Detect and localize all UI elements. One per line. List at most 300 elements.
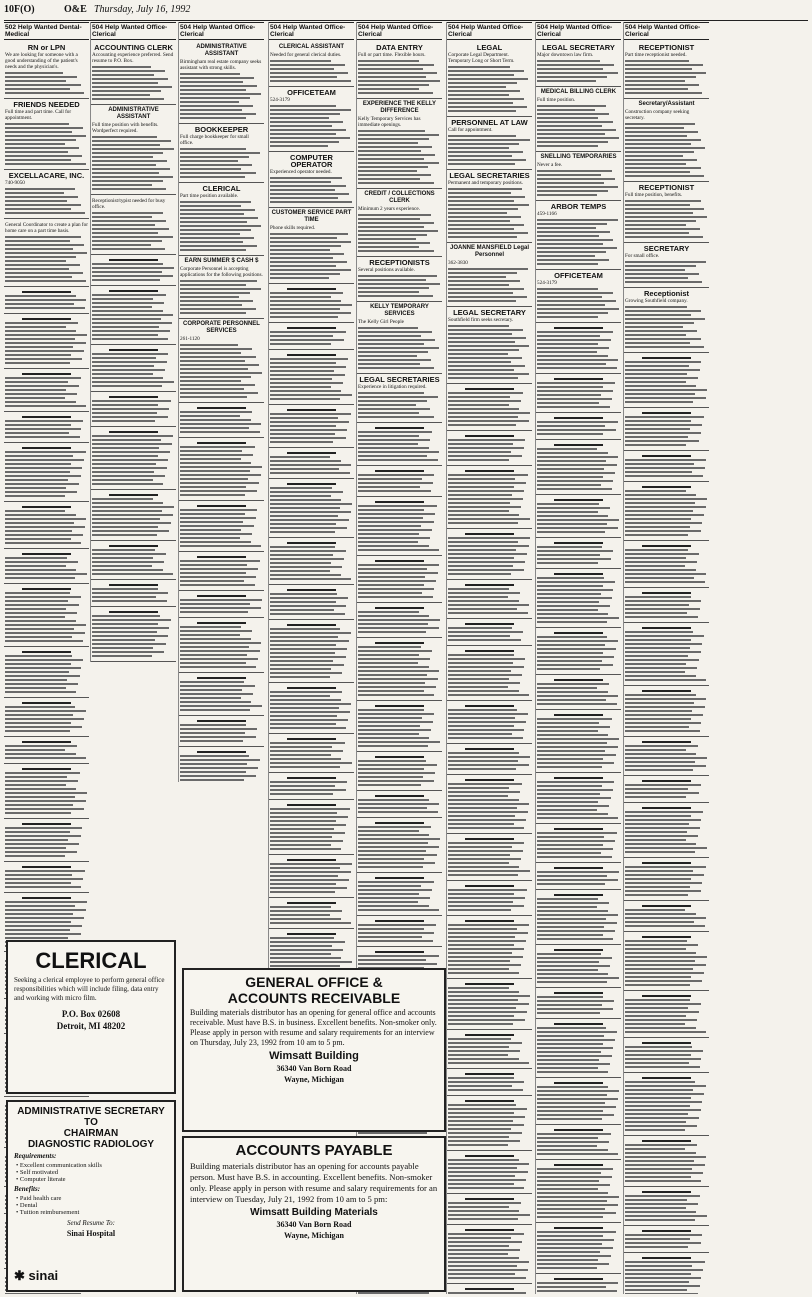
clerical-ad-box (6, 940, 176, 1094)
classified-ad (4, 584, 89, 647)
column-heading: 504 Help Wanted Office-Clerical (447, 22, 532, 40)
classified-ad (4, 698, 89, 737)
classified-ad (624, 901, 709, 932)
sinai-logo (14, 1268, 58, 1284)
column-heading: 504 Help Wanted Office-Clerical (179, 22, 264, 40)
ad-text: Several positions available. (358, 267, 415, 273)
issue-date: Thursday, July 16, 1992 (94, 4, 191, 15)
ad-fine-print (5, 72, 88, 94)
accounts-payable-address: 36340 Van Born Road (276, 1220, 352, 1229)
classified-ad (4, 502, 89, 549)
general-office-address: 36340 Van Born Road (276, 1064, 352, 1073)
ad-title: ADMINISTRATIVE ASSISTANT (196, 44, 247, 57)
ad-title: Receptionist (643, 289, 689, 298)
classified-ad (536, 945, 621, 988)
classified-ad (536, 413, 621, 440)
classified-ad (447, 1069, 532, 1096)
ad-text: Corporate Personnel is accepting applications for the following positions. (180, 266, 263, 278)
ad-title: LEGAL SECRETARY (453, 308, 526, 317)
classified-ad (357, 374, 442, 423)
classified-ad (447, 646, 532, 701)
ad-fine-print (448, 66, 531, 112)
ad-fine-print (448, 188, 531, 238)
employer-name: Sinai Hospital (66, 1229, 116, 1238)
classified-ad (91, 105, 176, 195)
ad-fine-print (180, 73, 263, 119)
ad-title: LEGAL SECRETARIES (449, 171, 530, 180)
classified-ad (624, 482, 709, 541)
ad-text: Growing Southfield company. (625, 298, 688, 304)
ad-title: FRIENDS NEEDED (13, 100, 80, 109)
column-heading: 502 Help Wanted Dental-Medical (4, 22, 89, 40)
classified-column-6 (446, 22, 532, 1294)
classified-ad (624, 451, 709, 482)
classified-ad (269, 208, 354, 284)
ad-text: For small office. (625, 253, 660, 259)
ad-title: DATA ENTRY (376, 43, 423, 52)
ad-text: Corporate Legal Department. Temporary Long or Short Term. (448, 52, 515, 64)
ad-text: Receptionist/typist needed for busy office. (92, 198, 166, 210)
classified-ad (624, 541, 709, 588)
classified-ad (447, 307, 532, 384)
classified-ad (447, 431, 532, 466)
classified-ad (447, 580, 532, 619)
classified-ad (4, 219, 89, 287)
classified-ad (179, 42, 264, 124)
ad-text: Full or part time. Flexible hours. (358, 52, 426, 58)
classified-ad (357, 791, 442, 818)
classified-ad (269, 323, 354, 350)
paper-name: O&E (64, 4, 87, 15)
classified-ad (536, 824, 621, 863)
classified-ad (4, 170, 89, 219)
classified-ad (4, 99, 89, 170)
ad-fine-print (537, 105, 620, 147)
classified-ad (179, 673, 264, 716)
ad-fine-print (448, 325, 531, 379)
ad-title: LEGAL SECRETARY (542, 43, 615, 52)
ad-fine-print (92, 212, 175, 250)
ad-title: COMPUTER OPERATOR (290, 153, 333, 169)
classified-ad (624, 991, 709, 1038)
classified-ad (357, 497, 442, 556)
classified-ad (179, 438, 264, 501)
classified-ad (91, 427, 176, 490)
classified-ad (269, 87, 354, 152)
classified-ad (624, 243, 709, 288)
classified-ad (624, 1073, 709, 1136)
classified-ad (536, 863, 621, 890)
classified-ad (179, 716, 264, 747)
classified-ad (536, 1125, 621, 1160)
classified-ad (624, 932, 709, 991)
classified-ad (624, 353, 709, 408)
ad-title: KELLY TEMPORARY SERVICES (370, 304, 429, 317)
classified-ad (536, 323, 621, 374)
classified-ad (536, 1223, 621, 1274)
ad-title: CORPORATE PERSONNEL SERVICES (183, 321, 260, 334)
classified-ad (269, 538, 354, 585)
classified-ad (447, 979, 532, 1030)
ad-text: Full time and part time. Call for appointment. (5, 109, 72, 121)
classified-ad (447, 529, 532, 580)
column-heading: 504 Help Wanted Office-Clerical (536, 22, 621, 40)
classified-column-3 (178, 22, 264, 782)
classified-ad (357, 257, 442, 302)
ad-fine-print (625, 306, 708, 348)
ad-text: Permanent and temporary positions. (448, 180, 523, 186)
classified-ad (447, 42, 532, 117)
clerical-address-1: P.O. Box 02608 (61, 1009, 121, 1019)
classified-ad (536, 152, 621, 201)
classified-ad (4, 369, 89, 412)
classified-ad (4, 443, 89, 502)
ad-title: RN or LPN (27, 43, 66, 52)
requirements-label: Requirements: (14, 1152, 57, 1160)
classified-ad (624, 588, 709, 623)
ad-text: Full charge bookkeeper for small office. (180, 134, 249, 146)
classified-ad (624, 686, 709, 737)
classified-ad (179, 618, 264, 673)
classified-ad (357, 603, 442, 638)
classified-ad (91, 255, 176, 286)
classified-ad (447, 775, 532, 834)
classified-ad (447, 744, 532, 775)
ad-text: Accounting experience preferred. Send resume to P.O. Box. (92, 52, 174, 64)
classified-ad (4, 287, 89, 314)
column-heading: 504 Help Wanted Office-Clerical (91, 22, 176, 40)
classified-ad (91, 607, 176, 662)
classified-ad (357, 302, 442, 374)
general-office-city: Wayne, Michigan (283, 1075, 344, 1084)
classified-ad (536, 1160, 621, 1223)
send-resume-label: Send Resume To: (67, 1219, 115, 1227)
classified-ad (269, 405, 354, 448)
classified-ad (269, 42, 354, 87)
classified-ad (536, 440, 621, 495)
ad-title: SNELLING TEMPORARIES (540, 154, 617, 160)
ad-title: PERSONNEL AT LAW (451, 118, 528, 127)
page-header (4, 0, 808, 21)
ad-fine-print (625, 60, 708, 94)
classified-ad (357, 873, 442, 916)
ad-title: ADMINISTRATIVE ASSISTANT (108, 107, 159, 120)
ad-text: Major downtown law firm. (537, 52, 594, 58)
ad-title: Secretary/Assistant (638, 101, 695, 107)
ad-fine-print (5, 123, 88, 165)
classified-ad (447, 1194, 532, 1225)
classified-ad (624, 1187, 709, 1226)
classified-ad (536, 988, 621, 1019)
classified-ad (536, 42, 621, 87)
ad-fine-print (270, 60, 353, 82)
classified-ad (447, 1225, 532, 1284)
ad-fine-print (448, 268, 531, 302)
admin-title-1: ADMINISTRATIVE SECRETARY (17, 1106, 165, 1117)
ad-text: 362-3830 (448, 260, 468, 266)
sinai-logo-text: sinai (28, 1268, 59, 1283)
ad-title: MEDICAL BILLING CLERK (540, 89, 617, 95)
classified-ad (269, 855, 354, 898)
accounts-payable-city: Wayne, Michigan (283, 1231, 344, 1240)
classified-ad (4, 819, 89, 862)
classified-ad (357, 423, 442, 466)
ad-text: Part time receptionist needed. (625, 52, 687, 58)
classified-ad (269, 898, 354, 929)
classified-ad (269, 620, 354, 683)
classified-column-2 (90, 22, 176, 662)
classified-ad (179, 747, 264, 782)
classified-ad (4, 549, 89, 584)
accounts-payable-text: Building materials distributor has an opening for accounts payable person. Must have B.S. in accounting. Excellent benefits. Non-smoker only. Please apply in person with resume and salary requirements for an interview on Tuesday, July 21, 1992 from 10 am to 5 pm: (190, 1161, 438, 1204)
classified-ad (536, 710, 621, 773)
general-office-company: Wimsatt Building (269, 1050, 359, 1062)
classified-ad (357, 916, 442, 947)
page-number: 10F(O) (4, 4, 35, 15)
classified-ad (447, 384, 532, 431)
admin-title-4: DIAGNOSTIC RADIOLOGY (27, 1139, 155, 1150)
classified-ad (624, 803, 709, 858)
sinai-logo-icon: ✱ (14, 1268, 25, 1283)
ad-fine-print (358, 392, 441, 418)
classified-ad (447, 619, 532, 646)
classified-ad (624, 99, 709, 182)
ad-text: Part time position available. (180, 193, 239, 199)
classified-ad (269, 773, 354, 800)
ad-title: CLERICAL ASSISTANT (278, 44, 345, 50)
clerical-text: Seeking a clerical employee to perform general office responsibilities which will include filing, data entry and working with micro film. (14, 976, 165, 1002)
ad-text: The Kelly Girl People (358, 319, 404, 325)
classified-ad (269, 585, 354, 620)
ad-text: Southfield firm seeks secretary. (448, 317, 514, 323)
classified-ad (536, 1078, 621, 1125)
classified-ad (91, 541, 176, 580)
requirement-3: • Computer literate (16, 1176, 66, 1183)
classified-ad (4, 412, 89, 443)
classified-ad (357, 42, 442, 99)
classified-ad (536, 1274, 621, 1294)
classified-ad (536, 201, 621, 270)
classified-ad (357, 189, 442, 257)
ad-fine-print (448, 135, 531, 165)
ad-text: Phone skills required. (270, 225, 316, 231)
accounts-payable-ad-box (182, 1136, 446, 1292)
classified-ad (179, 256, 264, 319)
classified-ad (357, 466, 442, 497)
classified-ad (269, 683, 354, 734)
ad-text: General Coordinator to create a plan for home care on a part time basis. (5, 222, 88, 234)
classified-ad (179, 552, 264, 591)
classified-ad (269, 284, 354, 323)
classified-ad (357, 701, 442, 752)
classified-ad (536, 773, 621, 824)
classified-ad (447, 1030, 532, 1069)
classified-ad (624, 1038, 709, 1073)
classified-ad (536, 675, 621, 710)
admin-secretary-ad-box (6, 1100, 176, 1292)
classified-ad (447, 881, 532, 916)
ad-fine-print (358, 214, 441, 252)
classified-ad (91, 195, 176, 255)
classified-ad (4, 42, 89, 99)
accounts-payable-title: ACCOUNTS PAYABLE (235, 1142, 393, 1159)
classified-ad (447, 243, 532, 307)
classified-ad (536, 538, 621, 569)
ad-text: 740-9050 (5, 180, 25, 186)
classified-ad (91, 392, 176, 427)
classified-ad (447, 916, 532, 979)
classified-ad (624, 1253, 709, 1294)
ad-text: Minimum 2 years experience. (358, 206, 420, 212)
classified-ad (4, 862, 89, 893)
classified-ad (536, 569, 621, 628)
ad-text: Experienced operator needed. (270, 169, 332, 175)
classified-ad (91, 42, 176, 105)
classified-ad (536, 495, 621, 538)
ad-text: Birmingham real estate company seeks assistant with strong skills. (180, 59, 262, 71)
ad-text: Needed for general clerical duties. (270, 52, 342, 58)
ad-text: 524-3179 (270, 97, 290, 103)
clerical-title: CLERICAL (35, 948, 147, 973)
classified-ad (447, 466, 532, 529)
classified-ad (624, 408, 709, 451)
classified-ad (624, 1136, 709, 1187)
general-office-title-2: ACCOUNTS RECEIVABLE (227, 990, 401, 1006)
ad-fine-print (358, 60, 441, 94)
ad-text: Experience in litigation required. (358, 384, 427, 390)
ad-text: Never a fee. (537, 162, 563, 168)
classified-ad (4, 314, 89, 369)
classified-ad (447, 1096, 532, 1151)
ad-fine-print (358, 130, 441, 184)
ad-text: We are looking for someone with a good understanding of the patient's needs and the physician's. (5, 52, 78, 70)
ad-title: OFFICETEAM (287, 88, 336, 97)
ad-fine-print (180, 344, 263, 398)
ad-fine-print (180, 148, 263, 178)
ad-fine-print (5, 236, 88, 282)
benefit-2: • Dental (16, 1202, 38, 1209)
ad-title: RECEPTIONIST (638, 43, 695, 52)
classified-ad (447, 170, 532, 243)
ad-title: JOANNE MANSFIELD Legal Personnel (449, 245, 529, 258)
clerical-address-2: Detroit, MI 48202 (56, 1021, 126, 1031)
general-office-text: Building materials distributor has an opening for general office and accounts receivable. Must have B.S. in business. Excellent benefits. Non-smoker only. Please apply in person with resume and salary requirements for an interview on Thursday, July 23, 1992 from 10 am to 5 pm. (190, 1008, 437, 1047)
classified-column-4 (268, 22, 354, 982)
classified-ad (357, 556, 442, 603)
classified-ad (536, 270, 621, 323)
column-heading: 504 Help Wanted Office-Clerical (269, 22, 354, 40)
benefit-1: • Paid health care (16, 1195, 62, 1202)
classified-ad (179, 591, 264, 618)
general-office-ad-box (182, 968, 446, 1132)
ad-title: LEGAL (476, 43, 503, 52)
admin-title-2: TO (84, 1117, 98, 1128)
classified-ad (624, 737, 709, 776)
ad-text: Call for appointment. (448, 127, 493, 133)
ad-fine-print (92, 136, 175, 190)
classified-ad (179, 501, 264, 552)
classified-ad (91, 345, 176, 392)
benefits-label: Benefits: (14, 1185, 41, 1193)
classified-ad (536, 374, 621, 413)
ad-fine-print (270, 177, 353, 203)
requirement-2: • Self motivated (16, 1169, 58, 1176)
ad-title: RECEPTIONISTS (369, 258, 430, 267)
ad-fine-print (5, 188, 88, 214)
ad-fine-print (537, 60, 620, 82)
ad-text: Full time position with benefits. Wordperfect required. (92, 122, 159, 134)
classified-ad (4, 737, 89, 764)
classified-ad (624, 858, 709, 901)
classified-ad (624, 623, 709, 686)
requirement-1: • Excellent communication skills (16, 1162, 102, 1169)
ad-fine-print (270, 105, 353, 147)
classified-ad (536, 87, 621, 152)
ad-fine-print (92, 66, 175, 100)
classified-ad (269, 479, 354, 538)
classified-ad (624, 288, 709, 353)
ad-title: EXCELLACARE, INC. (8, 171, 85, 180)
ad-title: EXPERIENCE THE KELLY DIFFERENCE (362, 101, 437, 114)
classified-ad (91, 490, 176, 541)
classified-ad (357, 818, 442, 873)
column-heading: 504 Help Wanted Office-Clerical (357, 22, 442, 40)
ad-fine-print (625, 200, 708, 238)
accounts-payable-company: Wimsatt Building Materials (250, 1207, 378, 1218)
ad-fine-print (358, 275, 441, 297)
ad-text: Full time position, benefits. (625, 192, 683, 198)
classified-ad (447, 701, 532, 744)
admin-title-3: CHAIRMAN (63, 1128, 119, 1139)
classified-ad (624, 42, 709, 99)
classified-ad (536, 890, 621, 945)
ad-fine-print (537, 288, 620, 318)
ad-title: LEGAL SECRETARIES (359, 375, 440, 384)
classified-ad (179, 183, 264, 256)
classified-ad (269, 350, 354, 405)
column-heading: 504 Help Wanted Office-Clerical (624, 22, 709, 40)
classified-ad (357, 638, 442, 701)
ad-fine-print (180, 280, 263, 314)
classified-ad (179, 124, 264, 183)
ad-fine-print (270, 233, 353, 279)
classified-ad (269, 734, 354, 773)
ad-title: OFFICETEAM (554, 271, 603, 280)
ad-text: Kelly Temporary Services has immediate openings. (358, 116, 421, 128)
classified-ad (91, 580, 176, 607)
ad-title: CREDIT / COLLECTIONS CLERK (364, 191, 435, 204)
ad-title: SECRETARY (643, 244, 690, 253)
ad-fine-print (625, 123, 708, 177)
classified-column-7 (535, 22, 621, 1294)
classified-ad (91, 286, 176, 345)
general-office-title-1: GENERAL OFFICE & (245, 974, 383, 990)
classified-ad (624, 1226, 709, 1253)
ad-fine-print (625, 261, 708, 283)
ad-text: Construction company seeking secretary. (625, 109, 690, 121)
classified-ad (447, 1284, 532, 1294)
classified-ad (624, 776, 709, 803)
classified-column-8 (623, 22, 709, 1294)
classified-ad (269, 152, 354, 208)
classified-ad (269, 800, 354, 855)
ad-title: CLERICAL (202, 184, 241, 193)
ad-title: ACCOUNTING CLERK (94, 43, 173, 52)
classified-ad (536, 628, 621, 675)
classified-ad (447, 834, 532, 881)
ad-title: RECEPTIONIST (638, 183, 695, 192)
benefit-3: • Tuition reimbursement (16, 1209, 80, 1216)
